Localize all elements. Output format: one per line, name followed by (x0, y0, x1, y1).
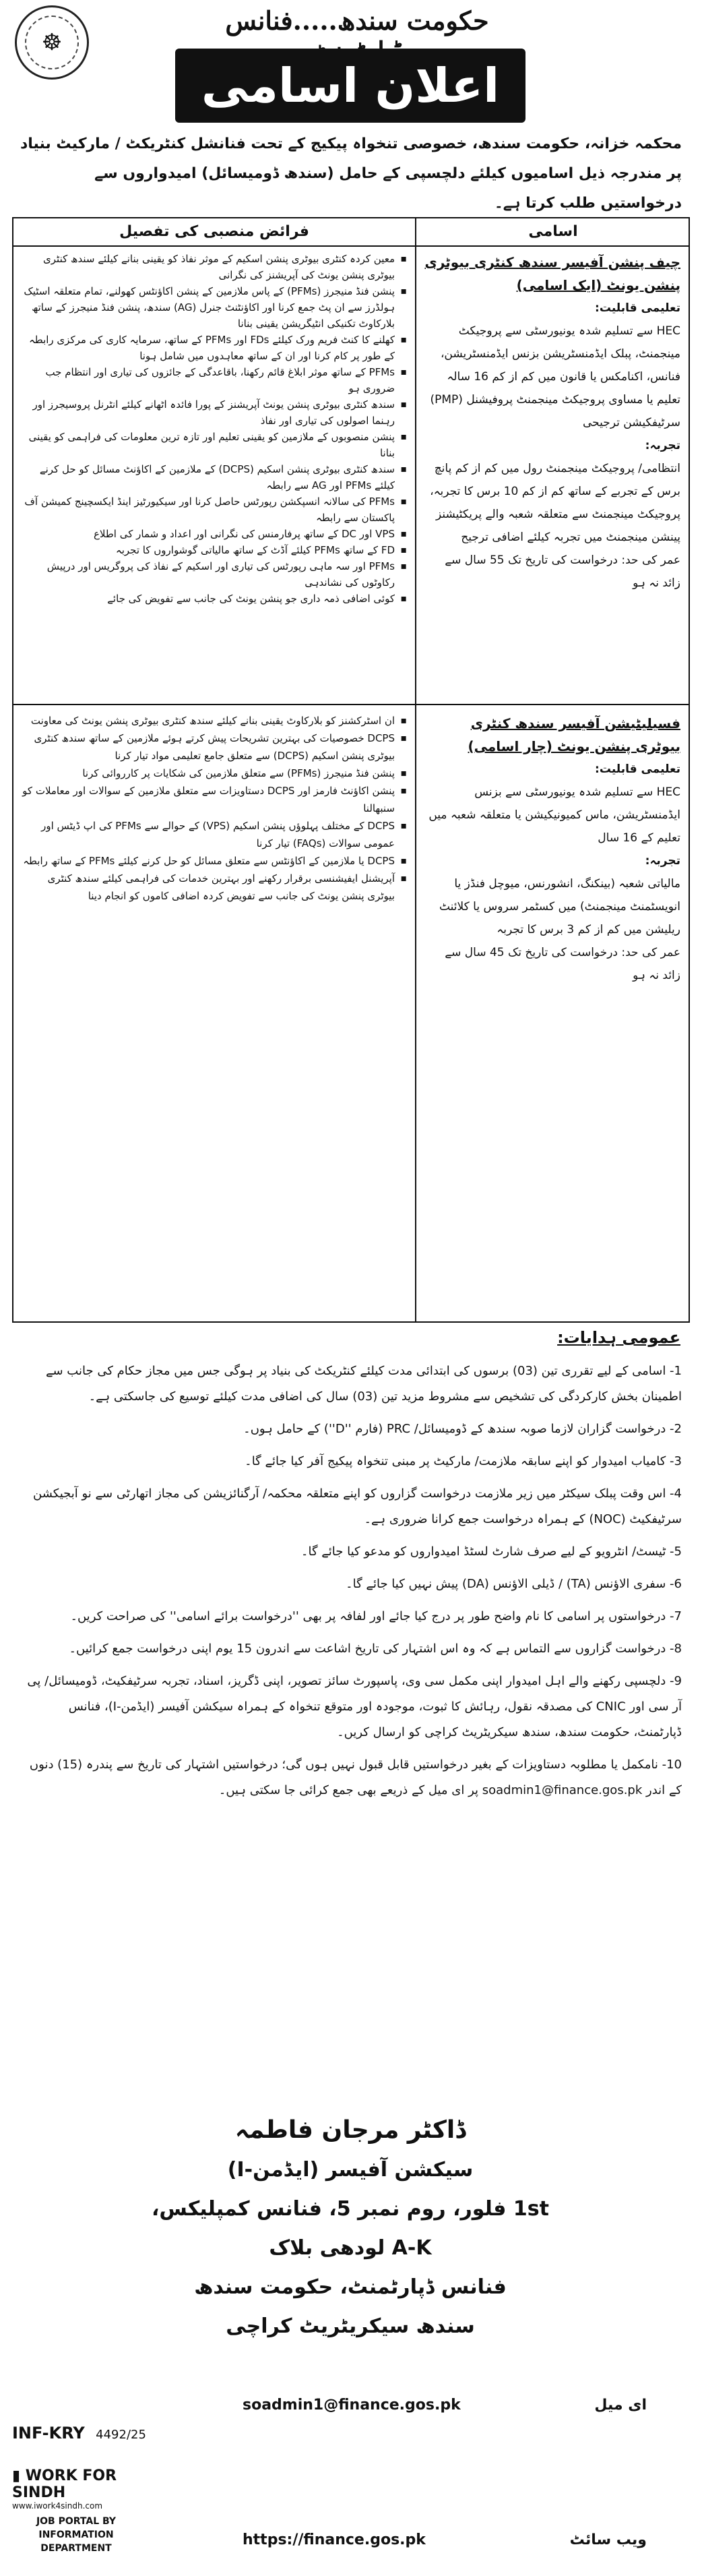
instruction-item: 5- ٹیسٹ/ انٹرویو کے لیے صرف شارٹ لسٹڈ امیدواروں کو مدعو کیا جائے گا۔ (300, 1545, 682, 1559)
age-limit: عمر کی حد: درخواست کی تاریخ تک 45 سال سے زائد نہ ہو (445, 946, 680, 982)
general-instructions-list (20, 1358, 682, 1810)
reference-number: 4492/25 (96, 2428, 146, 2442)
duty-item: ▪ سندھ کنٹری بیوٹری پنشن اسکیم (DCPS) کے ملازمین کے اکاؤنٹ مسائل کو حل کرنے کیلئے PFMs اور AG سے رابطہ (22, 461, 407, 493)
instruction-item: 10- نامکمل یا مطلوبہ دستاویزات کے بغیر درخواستیں قابل قبول نہیں ہوں گی؛ درخواستیں اشتہار کی تاریخ سے پندرہ (15) دنوں کے اندر soadmin1@finance.gos.pk پر ای میل کے ذریعے بھی جمع کرائی جا سکتی ہیں۔ (29, 1758, 682, 1797)
instruction-item: 1- اسامی کے لیے تقرری تین (03) برسوں کی ابتدائی مدت کیلئے کنٹریکٹ کی بنیاد پر ہوگی جس میں مجاز حکام کی جانب سے اطمینان بخش کارکردگی کی تشخیص سے مشروط مزید تین (03) سال کی اضافی مدت کیلئے توسیع کی جاسکتی ہے۔ (45, 1364, 682, 1404)
duty-item: ▪ پنشن منصوبوں کے ملازمین کو یقینی تعلیم اور تازہ ترین معلومات کی فراہمی کو یقینی بنانا (22, 429, 407, 461)
header-divider (13, 245, 689, 247)
duty-item: ▪ DCPS خصوصیات کی بہترین تشریحات پیش کرتے ہوئے ملازمین کے ساتھ سندھ کنٹری بیوٹری پنشن اسکیم (DCPS) سے متعلق جامع تعلیمی مواد تیار کرنا (22, 729, 407, 765)
logo-text: WORK FOR SINDH (12, 2467, 117, 2501)
positions-table (12, 217, 690, 1323)
officer-designation: سیکشن آفیسر (ایڈمن-I) (227, 2158, 474, 2182)
duty-item: ▪ FD کے ساتھ PFMs کیلئے آڈٹ کے ساتھ مالیاتی گوشواروں کا تجربہ (22, 542, 407, 558)
row-divider (13, 704, 689, 705)
duty-item: ▪ کھلنے کا کنٹ فریم ورک کیلئے FDs اور PFMs کے ساتھ، سرمایہ کاری کی مرکزی رابطہ کے طور پر کام کرنا اور ان کے ساتھ معاہدوں میں شامل ہونا (22, 332, 407, 364)
address-line: سندھ سیکریٹریٹ کراچی (226, 2314, 475, 2338)
instruction-item: 7- درخواستوں پر اسامی کا نام واضح طور پر درج کیا جائے اور لفافہ پر بھی ''درخواست برائے اسامی'' کی صراحت کریں۔ (70, 1609, 682, 1623)
qualification-label: تعلیمی قابلیت: (595, 762, 680, 776)
email-row (243, 2397, 647, 2417)
duty-item: ▪ VPS اور DC کے ساتھ پرفارمنس کی نگرانی اور اعداد و شمار کی اطلاع (22, 526, 407, 542)
age-limit: عمر کی حد: درخواست کی تاریخ تک 55 سال سے زائد نہ ہو (445, 553, 680, 590)
website-label: ویب سائٹ (569, 2532, 647, 2548)
duty-item: ▪ پنشن فنڈ منیجرز (PFMs) کے پاس ملازمین کے پنشن اکاؤنٹس کھولنے، تمام متعلقہ اسٹیک ہولڈرز سے ان پٹ جمع کرنا اور اکاؤنٹنٹ جنرل (AG) سندھ، پنشن فنڈ منیجرز کے ساتھ بلارکاوٹ تکنیکی انٹیگریشن یقینی بنانا (22, 283, 407, 332)
job-portal-credit (12, 2515, 140, 2555)
general-instructions-heading: عمومی ہدایات: (557, 1328, 680, 1347)
instruction-item: 8- درخواست گزاروں سے التماس ہے کہ وہ اس اشتہار کی تاریخ اشاعت سے اندرون 15 یوم اپنی درخواست جمع کرائیں۔ (69, 1642, 682, 1656)
duty-item: ▪ ان اسٹرکشنز کو بلارکاوٹ یقینی بنانے کیلئے سندھ کنٹری بیوٹری پنشن یونٹ کی معاونت (22, 712, 407, 729)
table-row-duties (22, 251, 407, 607)
instruction-item: 6- سفری الاؤنس (TA) / ڈیلی الاؤنس (DA) پیش نہیں کیا جائے گا۔ (346, 1577, 682, 1591)
experience-text: مالیاتی شعبہ (بینکنگ، انشورنس، میوچل فنڈز یا انویسٹمنٹ مینجمنٹ) میں کسٹمر سروس یا کلائنٹ ریلیشن میں کم از کم 3 برس کا تجربہ (439, 877, 680, 936)
duty-item: ▪ PFMs کی سالانہ انسپکشن رپورٹس حاصل کرنا اور سیکیورٹیز اینڈ ایکسچینج کمیشن آف پاکستان سے رابطہ (22, 493, 407, 526)
website-row (243, 2532, 647, 2552)
qualification-text: HEC سے تسلیم شدہ یونیورسٹی سے پروجیکٹ مینجمنٹ، پبلک ایڈمنسٹریشن بزنس ایڈمنسٹریشن، فنانس، اکنامکس یا قانون میں کم از کم 16 سالہ تعلیم یا مساوی پروجیکٹ مینجمنٹ پروفیشنل (PMP) سرٹیفکیشن ترجیحی (430, 324, 680, 429)
column-header-post: اسامی (528, 223, 578, 240)
briefcase-icon: ▮ (12, 2467, 21, 2484)
announcement-banner: اعلان اسامی (175, 49, 525, 123)
duty-item: ▪ پنشن اکاؤنٹ فارمز اور DCPS دستاویزات سے متعلق ملازمین کے سوالات اور معاملات کو سنبھالنا (22, 782, 407, 817)
experience-label: تجربہ: (645, 439, 680, 452)
table-row-duties (22, 712, 407, 905)
duty-item: ▪ PFMs اور سہ ماہی رپورٹس کی تیاری اور اسکیم کے نفاذ کی پروگریس اور درپیش رکاوٹوں کی نشاندہی (22, 558, 407, 591)
duty-item: ▪ سندھ کنٹری بیوٹری پنشن یونٹ آپریشنز کے پورا فائدہ اٹھانے کیلئے انٹرنل پروسیجرز اور رہنما اصولوں کی تیاری اور نفاذ (22, 396, 407, 429)
reference-code: INF-KRY (12, 2424, 85, 2443)
email-link[interactable]: soadmin1@finance.gos.pk (243, 2397, 461, 2414)
email-label: ای میل (594, 2397, 647, 2414)
officer-name: ڈاکٹر مرجان فاطمہ (234, 2116, 466, 2144)
signature-block (148, 2110, 552, 2346)
duty-item: ▪ کوئی اضافی ذمہ داری جو پنشن یونٹ کی جانب سے تفویض کی جائے (22, 591, 407, 607)
duty-item: ▪ آپریشنل ایفیشنسی برقرار رکھنے اور بہترین خدمات کی فراہمی کیلئے سندھ کنٹری بیوٹری پنشن یونٹ کی جانب سے تفویض کردہ اضافی کاموں کو انجام دینا (22, 870, 407, 905)
duty-item: ▪ PFMs کے ساتھ موثر ابلاغ قائم رکھنا، باقاعدگی کے جائزوں کی تیاری اور انتظام جب ضروری ہو (22, 364, 407, 396)
instruction-item: 9- دلچسپی رکھنے والے اہل امیدوار اپنی مکمل سی وی، پاسپورٹ سائز تصویر، اپنی ڈگریز، اسناد، تجربہ سرٹیفکیٹ، ڈومیسائل/ پی آر سی اور CNIC کی مصدقہ نقول، رہائش کا ثبوت، موجودہ اور متوقع تنخواہ کے ہمراہ سیکشن آفیسر (ایڈمن-I)، فنانس ڈپارٹمنٹ، حکومت سندھ، سندھ سیکریٹریٹ کراچی کو ارسال کریں۔ (27, 1674, 682, 1739)
duty-item: ▪ DCPS کے مختلف پہلوؤں پنشن اسکیم (VPS) کے حوالے سے PFMs کی اپ ڈیٹس اور عمومی سوالات (FAQs) تیار کرنا (22, 817, 407, 852)
post-title: فسیلیٹیشن آفیسر سندھ کنٹری بیوٹری پنشن یونٹ (چار اسامی) (468, 715, 680, 754)
emblem-icon: ☸ (25, 16, 79, 69)
duty-item: ▪ DCPS یا ملازمین کے اکاؤنٹس سے متعلق مسائل کو حل کرنے کیلئے PFMs کے ساتھ رابطہ (22, 852, 407, 870)
sindh-emblem-logo (15, 5, 89, 80)
duty-item: ▪ معین کردہ کنٹری بیوٹری پنشن اسکیم کے موثر نفاذ کو یقینی بنانے کیلئے سندھ کنٹری بیوٹری پنشن یونٹ کی آپریشنز کی نگرانی (22, 251, 407, 283)
intro-paragraph: محکمہ خزانہ، حکومت سندھ، خصوصی تنخواہ پیکیج کے تحت فنانشل کنٹریکٹ / مارکیٹ بنیاد پر مندرجہ ذیل اسامیوں کیلئے دلچسپی کے حامل (سندھ ڈومیسائل) امیدواروں سے درخواستیں طلب کرتا ہے۔ (20, 136, 682, 212)
job-portal-line: INFORMATION DEPARTMENT (38, 2529, 114, 2554)
job-portal-line: JOB PORTAL BY (36, 2516, 117, 2527)
department-title: حکومت سندھ.....فنانس (225, 5, 489, 36)
inf-reference (12, 2424, 146, 2443)
logo-site: www.iwork4sindh.com (12, 2501, 103, 2511)
qualification-text: HEC سے تسلیم شدہ یونیورسٹی سے بزنس ایڈمنسٹریشن، ماس کمیونیکیشن یا متعلقہ شعبہ میں تعلیم کے 16 سال (428, 785, 680, 845)
work-for-sindh-logo (12, 2467, 133, 2511)
qualification-label: تعلیمی قابلیت: (595, 301, 680, 315)
address-line: فنانس ڈپارٹمنٹ، حکومت سندھ (194, 2275, 507, 2299)
instruction-item: 2- درخواست گزاران لازما صوبہ سندھ کے ڈومیسائل/ PRC (فارم ''D'') کے حامل ہوں۔ (243, 1422, 682, 1436)
experience-text: انتظامی/ پروجیکٹ مینجمنٹ رول میں کم از کم پانچ برس کے تجربے کے ساتھ کم از کم 10 برس کا تجربہ، پروجیکٹ مینجمنٹ سے متعلقہ شعبہ والے پریکٹیشنز پینشن مینجمنٹ میں تجربہ کیلئے اضافی ترجیح (430, 462, 680, 544)
table-row-post (424, 712, 680, 987)
duty-item: ▪ پنشن فنڈ منیجرز (PFMs) سے متعلق ملازمین کی شکایات پر کارروائی کرنا (22, 765, 407, 782)
table-row-post (424, 251, 680, 595)
column-divider (415, 218, 416, 1321)
experience-label: تجربہ: (645, 854, 680, 868)
website-link[interactable]: https://finance.gos.pk (243, 2532, 426, 2548)
column-header-duties: فرائض منصبی کی تفصیل (119, 223, 309, 240)
instruction-item: 3- کامیاب امیدوار کو اپنے سابقہ ملازمت/ مارکیٹ پر مبنی تنخواہ پیکیج آفر کیا جائے گا۔ (245, 1454, 682, 1468)
instruction-item: 4- اس وقت پبلک سیکٹر میں زیر ملازمت درخواست گزاروں کو اپنے متعلقہ محکمہ/ آرگنائزیشن کی مجاز اتھارٹی سے نو آبجیکشن سرٹیفکیٹ (NOC) کے ہمراہ درخواست جمع کرانا ضروری ہے۔ (33, 1487, 682, 1526)
address-line: 1st فلور، روم نمبر 5، فنانس کمپلیکس، A-K لودھی بلاک (152, 2197, 549, 2260)
post-title: چیف پنشن آفیسر سندھ کنٹری بیوٹری پنشن یونٹ (ایک اسامی) (424, 254, 680, 293)
